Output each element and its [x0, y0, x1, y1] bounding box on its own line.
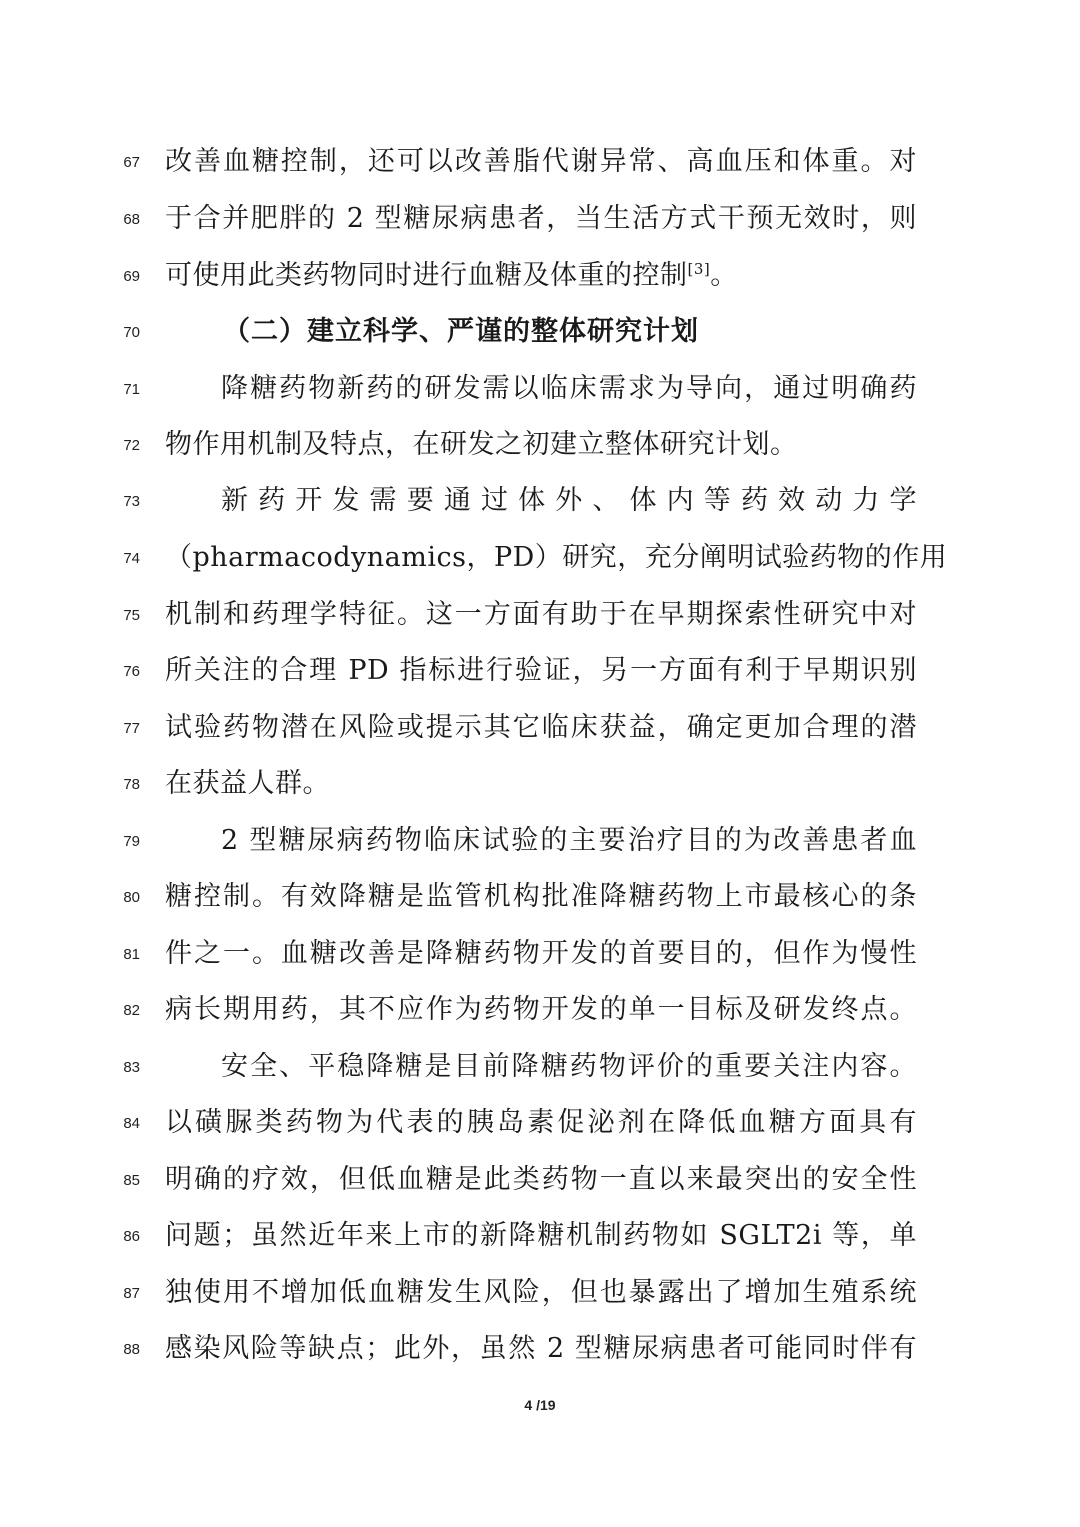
line-text: 改善血糖控制，还可以改善脂代谢异常、高血压和体重。对 — [165, 146, 917, 177]
line-number: 79 — [123, 833, 140, 850]
text-line — [0, 1047, 1080, 1087]
line-number: 80 — [123, 889, 140, 906]
text-line — [0, 990, 1080, 1030]
line-number: 73 — [123, 493, 140, 510]
page-number-footer: 4 /19 — [524, 1397, 556, 1413]
line-number: 71 — [123, 381, 140, 398]
line-text: 感染风险等缺点；此外，虽然 2 型糖尿病患者可能同时伴有 — [165, 1333, 917, 1364]
line-text: 在获益人群。 — [165, 768, 330, 799]
text-line — [0, 595, 1080, 635]
line-number: 70 — [123, 324, 140, 341]
line-text: 降糖药物新药的研发需以临床需求为导向，通过明确药 — [221, 373, 917, 404]
line-number: 84 — [123, 1115, 140, 1132]
line-number: 74 — [123, 550, 140, 567]
line-text: 病长期用药，其不应作为药物开发的单一目标及研发终点。 — [165, 994, 917, 1025]
line-text: （pharmacodynamics，PD）研究，充分阐明试验药物的作用 — [165, 542, 948, 573]
line-text: 问题；虽然近年来上市的新降糖机制药物如 SGLT2i 等，单 — [165, 1220, 917, 1251]
text-line — [0, 142, 1080, 182]
line-number: 77 — [123, 720, 140, 737]
text-line — [0, 1329, 1080, 1369]
text-line — [0, 877, 1080, 917]
section-heading: （二）建立科学、严谨的整体研究计划 — [223, 316, 699, 347]
text-line — [0, 312, 1080, 352]
line-text: 所关注的合理 PD 指标进行验证，另一方面有利于早期识别 — [165, 655, 917, 686]
line-text: 以磺脲类药物为代表的胰岛素促泌剂在降低血糖方面具有 — [165, 1107, 917, 1138]
line-number: 68 — [123, 211, 140, 228]
line-number: 82 — [123, 1002, 140, 1019]
text-line — [0, 1103, 1080, 1143]
text-line — [0, 369, 1080, 409]
text-line — [0, 821, 1080, 861]
line-text: 安全、平稳降糖是目前降糖药物评价的重要关注内容。 — [221, 1051, 917, 1082]
line-text: 明确的疗效，但低血糖是此类药物一直以来最突出的安全性 — [165, 1164, 917, 1195]
line-number: 81 — [123, 946, 140, 963]
line-number: 83 — [123, 1059, 140, 1076]
text-line — [0, 764, 1080, 804]
text-line — [0, 425, 1080, 465]
line-text — [165, 256, 917, 296]
text-line — [0, 538, 1080, 578]
line-text-tail: 。 — [710, 260, 738, 291]
line-number: 88 — [123, 1341, 140, 1358]
line-number: 86 — [123, 1228, 140, 1245]
citation-reference: [3] — [687, 260, 711, 278]
line-text: 试验药物潜在风险或提示其它临床获益，确定更加合理的潜 — [165, 712, 917, 743]
line-text: 独使用不增加低血糖发生风险，但也暴露出了增加生殖系统 — [165, 1277, 917, 1308]
text-line — [0, 1273, 1080, 1313]
line-number: 69 — [123, 268, 140, 285]
text-line — [0, 1216, 1080, 1256]
line-text: 新药开发需要通过体外、体内等药效动力学 — [221, 485, 917, 516]
text-line — [0, 481, 1080, 521]
line-number: 87 — [123, 1285, 140, 1302]
line-text: 物作用机制及特点，在研发之初建立整体研究计划。 — [165, 429, 798, 460]
line-text-main: 可使用此类药物同时进行血糖及体重的控制 — [165, 260, 688, 291]
line-text: 件之一。血糖改善是降糖药物开发的首要目的，但作为慢性 — [165, 938, 917, 969]
line-text: 机制和药理学特征。这一方面有助于在早期探索性研究中对 — [165, 599, 917, 630]
text-line — [0, 256, 1080, 296]
line-number: 78 — [123, 776, 140, 793]
line-text: 糖控制。有效降糖是监管机构批准降糖药物上市最核心的条 — [165, 881, 917, 912]
line-number: 67 — [123, 154, 140, 171]
line-text: 于合并肥胖的 2 型糖尿病患者，当生活方式干预无效时，则 — [165, 203, 917, 234]
text-line — [0, 708, 1080, 748]
text-line — [0, 199, 1080, 239]
line-number: 72 — [123, 437, 140, 454]
text-line — [0, 934, 1080, 974]
line-number: 85 — [123, 1172, 140, 1189]
line-number: 75 — [123, 607, 140, 624]
line-text: 2 型糖尿病药物临床试验的主要治疗目的为改善患者血 — [221, 825, 917, 856]
text-line — [0, 1160, 1080, 1200]
line-number: 76 — [123, 663, 140, 680]
text-line — [0, 651, 1080, 691]
